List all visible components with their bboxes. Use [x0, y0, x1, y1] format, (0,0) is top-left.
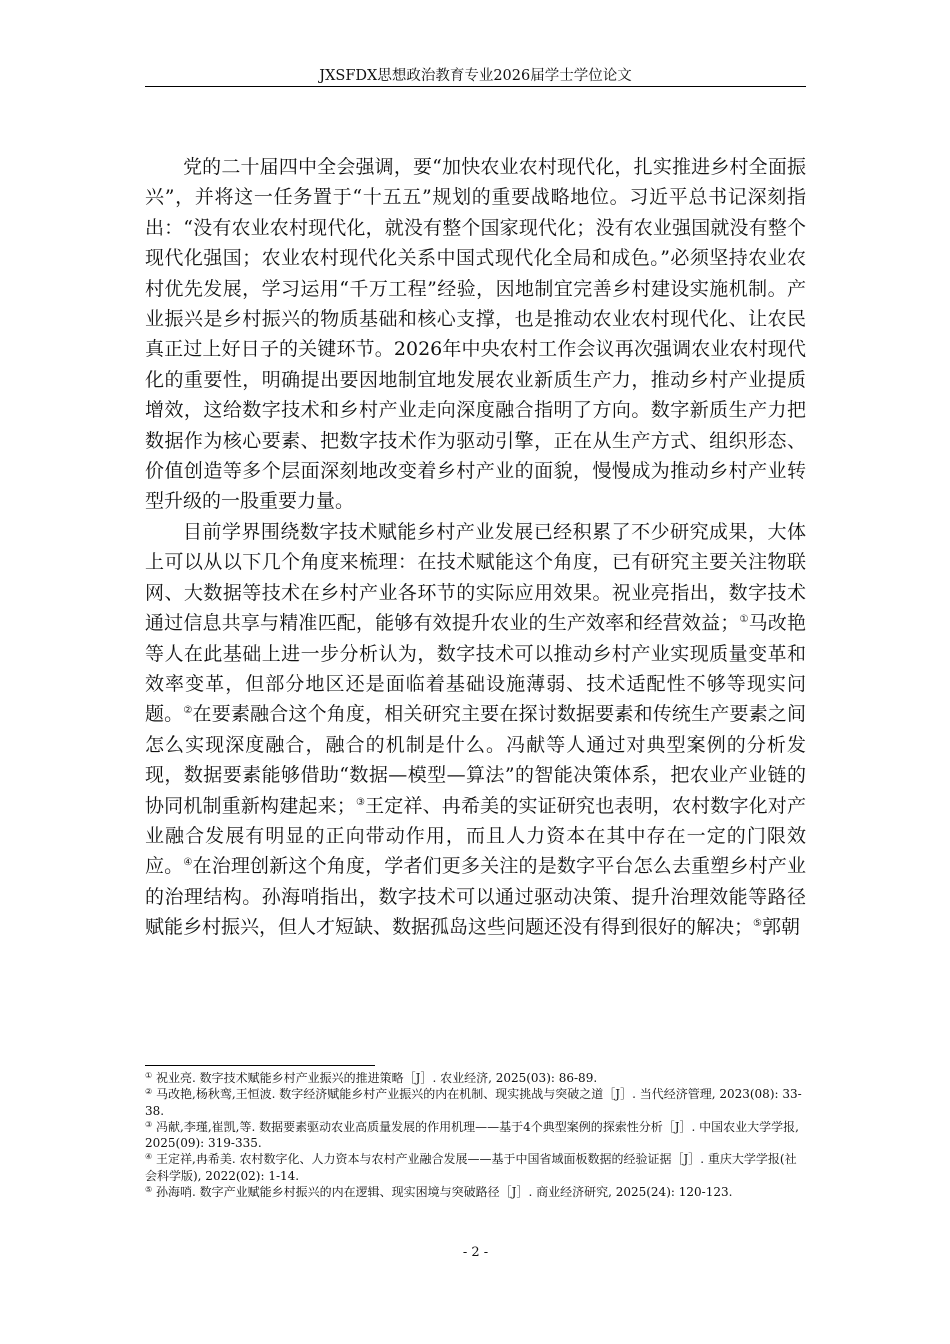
header-rule: [145, 86, 806, 87]
paragraph-2: [145, 517, 806, 943]
footnote-ref-5[interactable]: ⑤: [753, 918, 762, 930]
page-header: JXSFDX思想政治教育专业2026届学士学位论文: [319, 68, 632, 84]
footnote-text: 王定祥,冉希美. 农村数字化、人力资本与农村产业融合发展——基于中国省域面板数据的经验证据［J］. 重庆大学学报(社会科学版), 2022(02): 1-14.: [145, 1152, 797, 1183]
body-text: [145, 152, 806, 943]
footnote-text: 冯献,李瑾,崔凯,等. 数据要素驱动农业高质量发展的作用机理——基于4个典型案例的探索性分析［J］. 中国农业大学学报, 2025(09): 319-335.: [145, 1119, 799, 1151]
paragraph-1: [145, 152, 806, 517]
footnote-mark: ③: [145, 1119, 153, 1129]
footnote-2: [145, 1086, 806, 1119]
footnote-text: 马改艳,杨秋鸾,王恒波. 数字经济赋能乡村产业振兴的内在机制、现实挑战与突破之道［J］. 当代经济管理, 2023(08): 33-38.: [145, 1087, 802, 1118]
text-run: 在治理创新这个角度，学者们更多关注的是数字平台怎么去重塑乡村产业的治理结构。孙海哨指出，数字技术可以通过驱动决策、提升治理效能等路径赋能乡村振兴，但人才短缺、数据孤岛这些问题还没有得到很好的解决；: [145, 855, 806, 939]
footnote-separator: [145, 1065, 375, 1066]
footnotes: [145, 1070, 806, 1200]
footnote-3: [145, 1119, 806, 1152]
text-run: 王定祥、冉希美的实证研究也表明，农村数字化对产业融合发展有明显的正向带动作用，而且人力资本在其中存在一定的门限效应。: [145, 794, 806, 878]
footnote-mark: ②: [145, 1087, 153, 1097]
footnote-5: [145, 1184, 806, 1200]
footnote-ref-4[interactable]: ④: [183, 857, 193, 869]
text-run: 目前学界围绕数字技术赋能乡村产业发展已经积累了不少研究成果，大体上可以从以下几个角度来梳理：在技术赋能这个角度，已有研究主要关注物联网、大数据等技术在乡村产业各环节的实际应用效果。祝业亮指出，数字技术通过信息共享与精准匹配，能够有效提升农业的生产效率和经营效益；: [145, 520, 806, 635]
footnote-text: 祝业亮. 数字技术赋能乡村产业振兴的推进策略［J］. 农业经济, 2025(03): 86-89.: [156, 1071, 598, 1085]
footnote-4: [145, 1151, 806, 1184]
text-run: 郭朝: [761, 916, 800, 939]
footnote-mark: ④: [145, 1152, 153, 1162]
footnote-ref-3[interactable]: ③: [355, 796, 366, 808]
footnote-ref-1[interactable]: ①: [739, 614, 749, 626]
footnote-ref-2[interactable]: ②: [183, 705, 193, 717]
footnote-mark: ⑤: [145, 1185, 153, 1195]
text-run: 在要素融合这个角度，相关研究主要在探讨数据要素和传统生产要素之间怎么实现深度融合，融合的机制是什么。冯献等人通过对典型案例的分析发现，数据要素能够借助“数据—模型—算法”的智能决策体系，把农业产业链的协同机制重新构建起来；: [145, 703, 806, 817]
page-number: - 2 -: [462, 1245, 489, 1260]
text-run: 党的二十届四中全会强调，要“加快农业农村现代化，扎实推进乡村全面振兴”，并将这一任务置于“十五五”规划的重要战略地位。习近平总书记深刻指出：“没有农业农村现代化，就没有整个国家现代化；没有农业强国就没有整个现代化强国；农业农村现代化关系中国式现代化全局和成色。”必须坚持农业农村优先发展，学习运用“千万工程”经验，因地制宜完善乡村建设实施机制。产业振兴是乡村振兴的物质基础和核心支撑，也是推动农业农村现代化、让农民真正过上好日子的关键环节。2026年中央农村工作会议再次强调农业农村现代化的重要性，明确提出要因地制宜地发展农业新质生产力，推动乡村产业提质增效，这给数字技术和乡村产业走向深度融合指明了方向。数字新质生产力把数据作为核心要素、把数字技术作为驱动引擎，正在从生产方式、组织形态、价值创造等多个层面深刻地改变着乡村产业的面貌，慢慢成为推动乡村产业转型升级的一股重要力量。: [145, 156, 806, 513]
text-run: 马改艳等人在此基础上进一步分析认为，数字技术可以推动乡村产业实现质量变革和效率变革，但部分地区还是面临着基础设施薄弱、技术适配性不够等现实问题。: [145, 612, 806, 726]
footnote-1: [145, 1070, 806, 1086]
footnote-mark: ①: [145, 1071, 153, 1080]
footnote-text: 孙海哨. 数字产业赋能乡村振兴的内在逻辑、现实困境与突破路径［J］. 商业经济研究, 2025(24): 120-123.: [156, 1185, 733, 1200]
